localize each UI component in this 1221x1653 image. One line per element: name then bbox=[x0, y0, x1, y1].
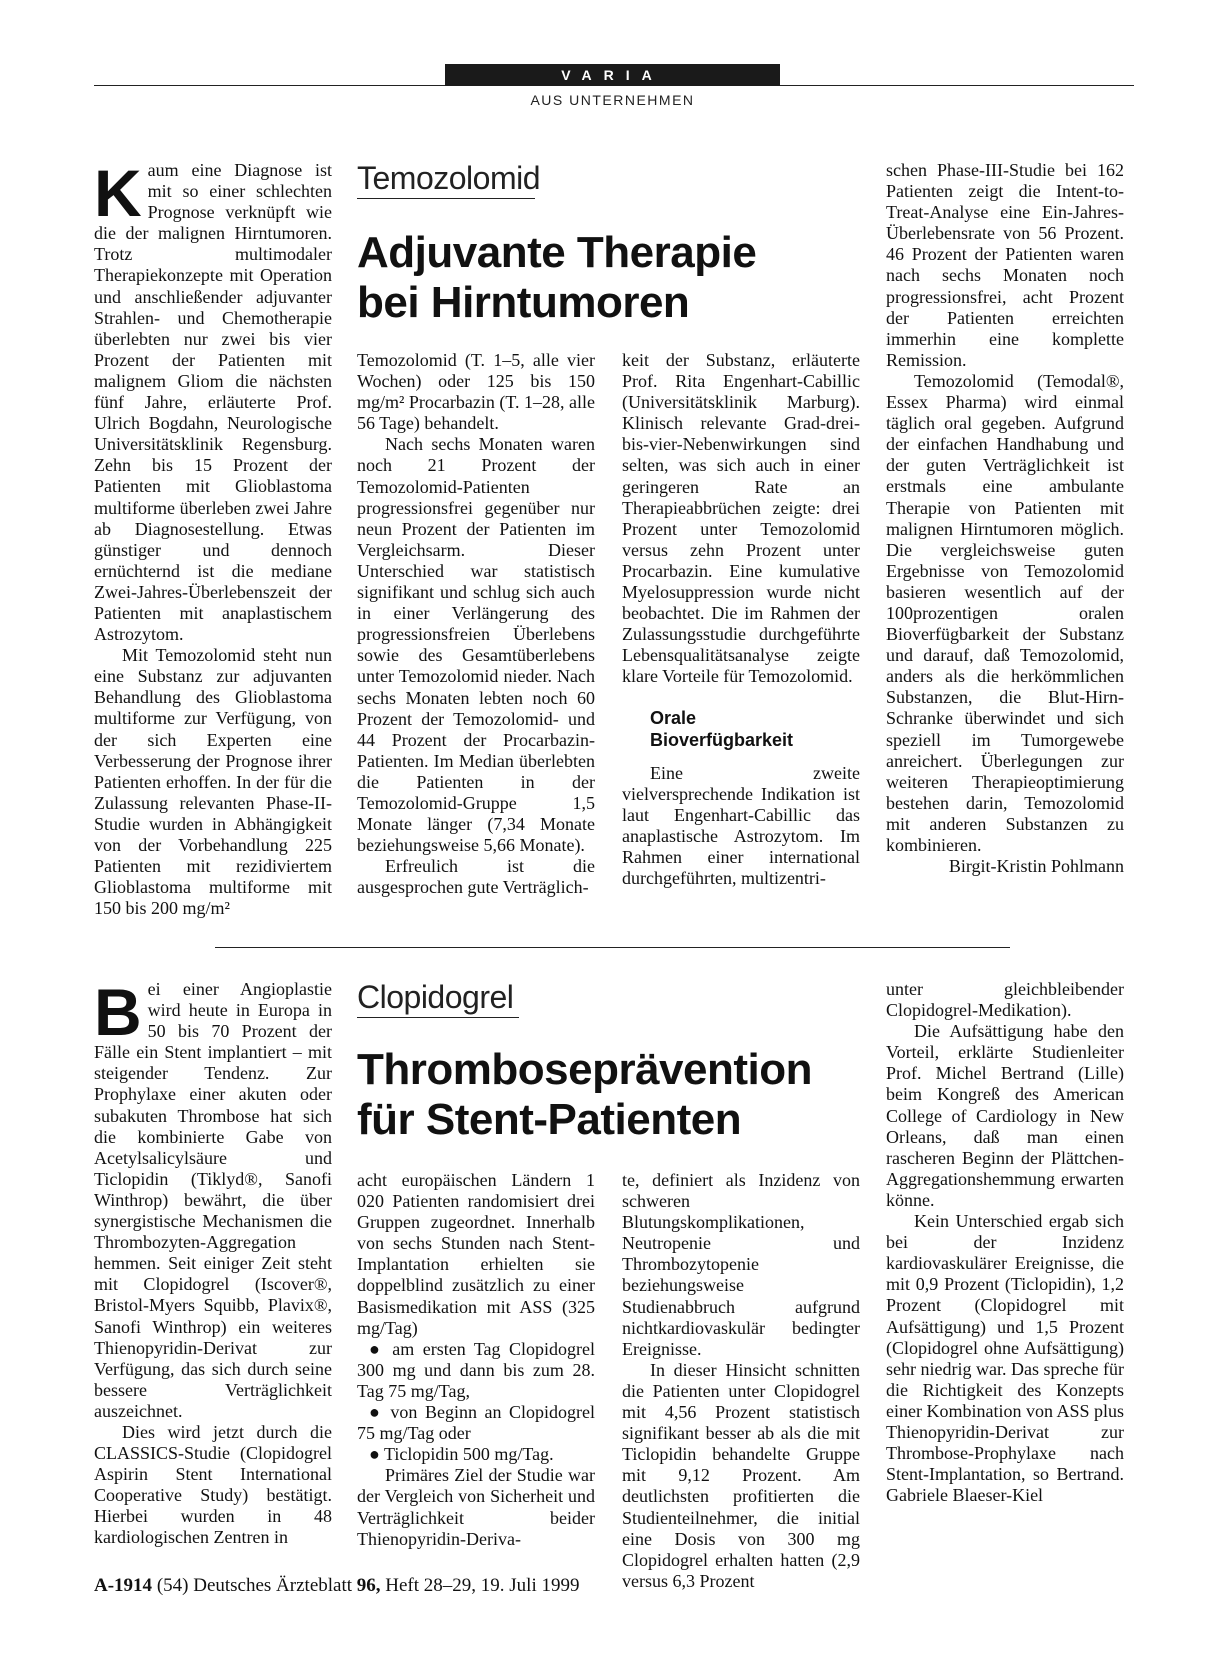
article2-kicker-block bbox=[357, 977, 519, 1018]
dropcap: B bbox=[94, 975, 142, 1049]
article2-col1-p2: Dies wird jetzt durch die CLASSICS-Studie (Clopidogrel Aspirin Stent International Cooperative Study) bestätigt. Hierbei wurden in 48 kardiologischen Zentren in bbox=[94, 1421, 332, 1548]
article1-kicker: Temozolomid bbox=[357, 160, 541, 196]
issue-date: Heft 28–29, 19. Juli 1999 bbox=[385, 1575, 580, 1596]
kicker-rule bbox=[357, 198, 535, 199]
bullet-item: ● von Beginn an Clopidogrel 75 mg/Tag oder bbox=[357, 1402, 595, 1444]
article2-col4-p2: Die Aufsättigung habe den Vorteil, erklärte Studienleiter Prof. Michel Bertrand (Lille) beim Kongreß des American College of Cardiology in New Orleans, daß man einen rascheren Beginn der Plättchen-Aggregationshemmung erwarten könne. bbox=[886, 1021, 1124, 1210]
section-label: AUS UNTERNEHMEN bbox=[530, 92, 695, 108]
headline-line-2: bei Hirntumoren bbox=[357, 278, 690, 327]
article1-col3-p2: Eine zweite vielversprechende Indikation ist laut Engenhart-Cabillic das anaplastische Astrozytom. Im Rahmen einer international durchgeführten, multizentri- bbox=[622, 762, 860, 888]
article2-col2-p2: Primäres Ziel der Studie war der Vergleich von Sicherheit und Verträglichkeit beider Thienopyridin-Deriva- bbox=[357, 1465, 595, 1549]
article1-col4-p2: Temozolomid (Temodal®, Essex Pharma) wird einmal täglich oral gegeben. Aufgrund der einfachen Handhabung und der guten Verträglichkeit ist erstmals eine ambulante Therapie von Patienten mit malignen Hirntumoren möglich. Die vergleichsweise guten Ergebnisse von Temozolomid basieren wesentlich auf der 100prozentigen oralen Bioverfügbarkeit der Substanz und darauf, daß Temozolomid, anders als die herkömmlichen Substanzen, die Blut-Hirn-Schranke überwindet und sich speziell im Tumorgewebe anreichert. Überlegungen zur weiteren Therapieoptimierung bestehen darin, Temozolomid mit anderen Substanzen zu kombinieren. bbox=[886, 370, 1124, 855]
article1-column-4 bbox=[886, 160, 1124, 877]
article1-column-3 bbox=[622, 350, 860, 889]
article2-column-2 bbox=[357, 1170, 595, 1550]
article1-col1-p2: Mit Temozolomid steht nun eine Substanz zur adjuvanten Behandlung des Glioblastoma multiforme zur Verfügung, von der sich Experten eine Verbesserung der Prognose ihrer Patienten erhoffen. In der für die Zulassung relevanten Phase-II-Studie wurden in Abhängigkeit von der Vorbehandlung 225 Patienten mit rezidiviertem Glioblastoma multiforme mit 150 bis 200 mg/m² bbox=[94, 645, 332, 919]
volume: 96, bbox=[356, 1575, 381, 1596]
headline-line-1: Thromboseprävention bbox=[357, 1045, 812, 1094]
article-divider bbox=[215, 947, 1010, 948]
article1-col2-p1: Temozolomid (T. 1–5, alle vier Wochen) oder 125 bis 150 mg/m² Procarbazin (T. 1–28, alle 56 Tage) behandelt. bbox=[357, 350, 595, 434]
bullet-item: ● Ticlopidin 500 mg/Tag. bbox=[369, 1444, 554, 1465]
article1-col2-p3: Erfreulich ist die ausgesprochen gute Verträglich- bbox=[357, 856, 595, 898]
article2-col1-p1: ei einer Angioplastie wird heute in Europa in 50 bis 70 Prozent der Fälle ein Stent implantiert – mit steigender Tendenz. Zur Prophylaxe einer akuten oder subakuten Thrombose hat sich die kombinierte Gabe von Acetylsalicylsäure und Ticlopidin (Tiklyd®, Sanofi Winthrop) bewährt, die über synergistische Mechanismen die Thrombozyten-Aggregation hemmen. Seit einiger Zeit steht mit Clopidogrel (Iscover®, Bristol-Myers Squibb, Plavix®, Sanofi Winthrop) ein weiteres Thienopyridin-Derivat zur Verfügung, das sich durch seine bessere Verträglichkeit auszeichnet. bbox=[94, 979, 332, 1421]
article2-column-4 bbox=[886, 979, 1124, 1506]
article1-col3-p1: keit der Substanz, erläuterte Prof. Rita Engenhart-Cabillic (Universitätsklinik Marburg). Klinisch relevante Grad-drei-bis-vier-Nebenwirkungen sind selten, was sich auch in einer geringeren Rate an Therapieabbrüchen zeigte: drei Prozent unter Temozolomid versus zehn Prozent unter Procarbazin. Eine kumulative Myelosuppression wurde nicht beobachtet. Die im Rahmen der Zulassungsstudie durchgeführte Lebensqualitätsanalyse zeigte klare Vorteile für Temozolomid. bbox=[622, 350, 860, 687]
article2-col3-p2: In dieser Hinsicht schnitten die Patienten unter Clopidogrel mit 4,56 Prozent statistisch signifikant besser ab als die mit Ticlopidin behandelte Gruppe mit 9,12 Prozent. Am deutlichsten profitierten die Studienteilnehmer, die initial eine Dosis von 300 mg Clopidogrel erhalten hatten (2,9 versus 6,3 Prozent bbox=[622, 1359, 860, 1591]
article1-col2-p2: Nach sechs Monaten waren noch 21 Prozent der Temozolomid-Patienten progressionsfrei gegenüber nur neun Prozent der Patienten im Vergleichsarm. Dieser Unterschied war statistisch signifikant und schlug sich auch in einer Verlängerung des progressionsfreien Überlebens sowie des Gesamtüberlebens unter Temozolomid nieder. Nach sechs Monaten lebten noch 60 Prozent der Temozolomid- und 44 Prozent der Procarbazin-Patienten. Im Median überlebten die Patienten in der Temozolomid-Gruppe 1,5 Monate länger (7,34 Monate beziehungsweise 5,66 Monate). bbox=[357, 434, 595, 856]
headline-line-2: für Stent-Patienten bbox=[357, 1095, 742, 1144]
article1-column-2 bbox=[357, 350, 595, 898]
article2-col2-p1: acht europäischen Ländern 1 020 Patienten randomisiert drei Gruppen zugeordnet. Innerhalb von sechs Stunden nach Stent-Implantation erhielten sie doppelblind zusätzlich zu einer Basismedikation mit ASS (325 mg/Tag) bbox=[357, 1170, 595, 1338]
page-number: A-1914 bbox=[94, 1575, 153, 1596]
article1-col1-p1: aum eine Diagnose ist mit so einer schlechten Prognose verknüpft wie die der malignen Hirntumoren. Trotz multimodaler Therapiekonzepte mit Operation und anschließender adjuvanter Strahlen- und Chemotherapie überlebten nur zwei bis vier Prozent der Patienten mit malignem Gliom die nächsten fünf Jahre, erläuterte Prof. Ulrich Bogdahn, Neurologische Universitätsklinik Regensburg. Zehn bis 15 Prozent der Patienten mit Glioblastoma multiforme überleben zwei Jahre ab Diagnosestellung. Etwas günstiger und dennoch ernüchternd ist die mediane Zwei-Jahres-Überlebenszeit der Patienten mit anaplastischem Astrozytom. bbox=[94, 160, 332, 645]
article2-column-1 bbox=[94, 975, 332, 1549]
subhead-line-1: Orale bbox=[650, 707, 697, 728]
article1-headline bbox=[357, 228, 756, 328]
article1-col4-p1: schen Phase-III-Studie bei 162 Patienten zeigt die Intent-to-Treat-Analyse eine Ein-Jahres-Überlebensrate von 56 Prozent. 46 Prozent der Patienten waren nach sechs Monaten noch progressionsfrei, acht Prozent der Patienten erreichten immerhin eine komplette Remission. bbox=[886, 160, 1124, 370]
kicker-rule bbox=[357, 1017, 519, 1018]
bullet-item: ● am ersten Tag Clopidogrel 300 mg und dann bis zum 28. Tag 75 mg/Tag, bbox=[357, 1338, 595, 1401]
article2-col3-p1: te, definiert als Inzidenz von schweren Blutungskomplikationen, Neutropenie und Thrombozytopenie beziehungsweise Studienabbruch aufgrund nichtkardiovaskulär bedingter Ereignisse. bbox=[622, 1170, 860, 1359]
article2-headline bbox=[357, 1045, 812, 1145]
article2-kicker: Clopidogrel bbox=[357, 979, 514, 1015]
article2-col4-p1: unter gleichbleibender Clopidogrel-Medikation). bbox=[886, 979, 1124, 1021]
article1-kicker-block bbox=[357, 158, 540, 199]
issue-page: (54) Deutsches Ärzteblatt bbox=[156, 1575, 353, 1596]
page-footer bbox=[94, 1575, 580, 1597]
dropcap: K bbox=[94, 156, 142, 230]
article1-author: Birgit-Kristin Pohlmann bbox=[948, 856, 1124, 877]
article2-col4-p3: Kein Unterschied ergab sich bei der Inzidenz kardiovaskulärer Ereignisse, die mit 0,9 Prozent (Ticlopidin), 1,2 Prozent (Clopidogrel mit Aufsättigung) und 1,5 Prozent (Clopidogrel ohne Aufsättigung) sehr niedrig war. Das spreche für die Richtigkeit des Konzepts einer Kombination von ASS plus Thienopyridin-Derivat zur Thrombose-Prophylaxe nach Stent-Implantation, so Bertrand. Gabriele Blaeser-Kiel bbox=[886, 1211, 1124, 1506]
article2-column-3 bbox=[622, 1170, 860, 1592]
subhead-line-2: Bioverfügbarkeit bbox=[650, 729, 794, 750]
headline-line-1: Adjuvante Therapie bbox=[357, 228, 757, 277]
article1-column-1 bbox=[94, 156, 332, 919]
category-label: VARIA bbox=[445, 64, 780, 86]
